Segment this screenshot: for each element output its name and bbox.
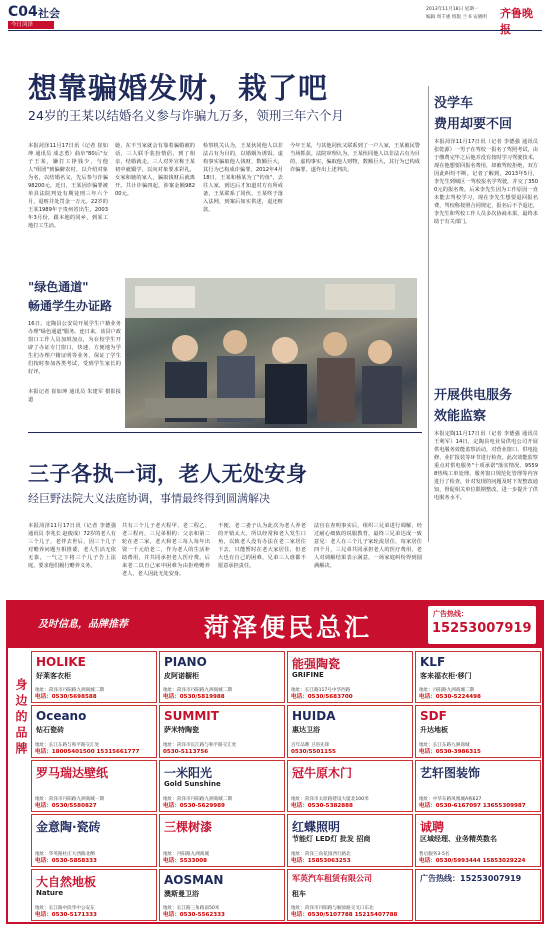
ad-brand: Oceano [36, 709, 87, 724]
sidebar-title-2: 畅通学生办证路 [28, 299, 113, 313]
lead-subhead: 24岁的王某以结婚名义参与诈骗九万多，领刑三年六个月 [28, 108, 344, 123]
ad-subtitle: Gold Sunshine [164, 779, 221, 788]
lead-headline: 想靠骗婚发财，栽了吧 [28, 71, 329, 105]
ad-hotline-label: 广告热线： [433, 610, 468, 618]
ad-phone: 0530-5113756 [163, 748, 209, 755]
ad-cell [287, 705, 413, 757]
date-line: 2013年11月18日 星期一 [426, 7, 479, 12]
ad-address: 地址：丹阳路九洲商城 [163, 851, 209, 857]
ad-phone: 电话：0530-5629989 [163, 803, 225, 810]
ad-address: 地址：华英路杜庄大西路北侧 [35, 851, 95, 857]
ad-phone: 0530/5501155 [291, 748, 336, 755]
ad-address: 地址：菏泽市丹阳路九洲商城二期 [163, 797, 232, 803]
ad-brand: HUIDA [292, 709, 336, 724]
ad-address: 地址：菏泽市丹阳路与解放路交叉口东北 [291, 905, 374, 911]
ad-side-text: 身边的品牌 [14, 678, 28, 758]
lead-col-4: 今年王某，与其他同伙又联系到了一户人家，王某被民警当场抓获。法院审理认为，王某伙同他人以非法占有为目的，虚构事实，骗取他人财物，数额巨大，其行为已构成诈骗罪，遂作出上述判决。 [290, 143, 420, 173]
ad-address: 地址：长江路中段华中公安东 [35, 905, 95, 911]
ad-address: 地址：菏泽市丹阳路九洲商城二期 [163, 688, 232, 694]
ad-brand: 冠牛原木门 [292, 765, 353, 780]
ad-subtitle: 升达地板 [420, 726, 448, 735]
ad-phone: 电话：0530-5858333 [35, 857, 97, 864]
ad-subtitle: 澳斯曼卫浴 [164, 889, 199, 898]
ad-address: 地址：菏泽市太原路建设大厦北100米 [291, 797, 369, 803]
ad-brand: 三棵树漆 [164, 820, 213, 835]
ad-hotline-box [428, 606, 536, 644]
ad-brand: KLF [420, 655, 446, 669]
ad-cell [287, 760, 413, 812]
ad-address: 售后服务3-5名 [419, 851, 450, 857]
ad-cell [415, 814, 541, 866]
ad-brand: 罗马瑞达壁纸 [36, 765, 109, 780]
ad-phone: 电话：0530/5683700 [291, 694, 353, 701]
ad-brand: 广告热线：15253007919 [420, 873, 522, 883]
section-name: 社会 [38, 7, 60, 20]
ad-phone: 电话：0530-5224498 [419, 694, 481, 701]
ad-brand: 能强陶瓷 [292, 657, 341, 671]
ad-brand: HOLIKE [36, 655, 86, 669]
ad-cell [415, 651, 541, 703]
ad-cell [31, 705, 157, 757]
ad-subtitle: 萨米特陶瓷 [164, 726, 199, 735]
ad-phone: 电话：0530/5580827 [35, 803, 97, 810]
lead-rule [28, 432, 422, 433]
second-col-4: 法官在查明事实后，组织三兄弟进行调解，经过耐心细致的说服教育，最终三兄弟达成一致意见：老人在三个儿子家轮流居住，每家居住四个月，三兄弟共同承担老人的医疗费用，老人对调解结果表示满意，一场家庭纠纷得到圆满解决。 [314, 523, 422, 569]
ad-address: 地址：长江东路与和平路交汇处 [35, 742, 100, 748]
ad-brand: 诚聘 [420, 820, 445, 835]
sidebar-title-1: "绿色通道" [28, 280, 89, 294]
ad-phone: 电话：0530/5107788 15215407788 [291, 911, 398, 918]
ad-phone: 电话：0530-3986315 [419, 748, 481, 755]
ad-cell [287, 814, 413, 866]
ad-subtitle: 钻石瓷砖 [36, 726, 64, 735]
ad-cell [31, 760, 157, 812]
ad-phone: 电话：18005401500 15315661777 [35, 748, 140, 755]
right-story-1 [434, 92, 538, 378]
ad-phone: 电话：0530/5819988 [163, 694, 225, 701]
ad-address: 地址：长江东路九洲商城 [419, 742, 470, 748]
ad-cell [415, 705, 541, 757]
ad-cell [159, 705, 285, 757]
ad-address: 地址：菏泽三角花园西行路北 [291, 851, 351, 857]
ad-banner-title: 菏泽便民总汇 [204, 613, 373, 642]
ad-brand: AOSMAN [164, 872, 224, 887]
editor-line: 编辑 周千惠 组版 兰书 安晓明 [426, 15, 487, 20]
lead-col-2: 她，在不当家就会有靠着骗婚被的话，三人联手装扮情侣，到了相亲，结婚就走。三人对外宣称王某初中就辍学，以向对象要求彩礼，女家和她的家人，骗取钱财后就离开。共计诈骗四起，涉案金额98200元。 [115, 143, 195, 197]
ad-brand: 军英汽车租赁有限公司 [292, 873, 372, 883]
ad-brand: 红蝶照明 [292, 820, 341, 835]
ad-subtitle: GRIFINE [292, 671, 324, 679]
right-column-rule [428, 86, 429, 542]
paper-logo: 齐鲁晚报 [500, 7, 533, 36]
second-col-2: 共有三个儿子老大程甲、老二程乙、老三程丙，三兄弟相约：父亲和第二轮在老二家，老大和老三每人每年出资一千元给老二，作为老人的生活补助费用，并共同承担老人医疗费。后来老二以自己家中困难为由拒绝赡养老人，老人因此无处安身。 [122, 523, 210, 577]
masthead-rule [8, 30, 542, 31]
right-body-2: 本报定陶11月17日讯（记者 李德强 通讯员 王利军）14日，定陶县电业局供电公司开展供电服务效能监察活动，对营业窗口、供电抢修、业扩报装等环节进行检查。此次效能监察重点对供电服务"十项承诺"落实情况、95598热线工单处理、服务窗口规范化管理等内容进行了检查，针对发现的问题及时下发整改通知，督促相关单位限期整改，进一步提升了供电服务水平。 [434, 431, 538, 501]
ad-subtitle: 区域经理、业务精英数名 [420, 835, 497, 844]
photo-figures [125, 278, 417, 428]
ad-cell [31, 814, 157, 866]
ad-cell [287, 651, 413, 703]
ad-address: 地址：长江路117号中华西路 [291, 688, 351, 694]
ad-brand: 一米阳光 [164, 765, 213, 780]
right-title-1b: 费用却要不回 [434, 117, 513, 132]
lead-col-1: 本报菏泽11月17日讯（记者 崔如坤 通讯员 成志勇）曲阜"80后"女子王某，嫌打工挣钱少，与他人"组团"到偏僻农村，以介绍对象为名，以结婚名义，先后参与诈骗98200元。近日，王某因诈骗罪被单县法院判处有期徒刑三年六个月，退赃并处罚金一万元。22岁的王某1989年于贵州省出生，2003年3月份，跟本地的同乡，到某工地打工生活。 [28, 143, 108, 229]
sidebar-box [28, 278, 121, 418]
ad-cell [159, 869, 285, 921]
ad-subtitle: 皮阿诺橱柜 [164, 672, 199, 680]
ad-hotline-number: 15253007919 [432, 621, 532, 636]
ad-cell [159, 651, 285, 703]
ad-address: 地址：丹阳路九洲商城二期 [419, 688, 475, 694]
masthead [8, 4, 542, 36]
ad-phone: 电话：0530-5171333 [35, 911, 97, 918]
ad-address: 地址：菏泽市丹阳路九洲商城二期 [35, 688, 104, 694]
second-headline: 三子各执一词，老人无处安身 [28, 462, 308, 486]
ad-address: 地址：菏泽市丹阳路九洲商城一期 [35, 797, 104, 803]
second-subhead: 经巨野法院大义法庭协调，事情最终得到圆满解决 [28, 492, 270, 505]
ad-cell [31, 651, 157, 703]
right-title-2b: 效能监察 [434, 409, 487, 424]
ad-address: 地址：中华东路凤凰城A栋627 [419, 797, 482, 803]
ad-section [6, 600, 544, 924]
ad-brand: SDF [420, 709, 447, 724]
ad-phone: 电话：0530/5993444 15853029224 [419, 857, 526, 864]
ad-address: 百年品牌 卫浴先锋 [291, 742, 330, 748]
ad-cell [415, 760, 541, 812]
lead-col-3: 检察机关认为，王某伙同他人以非法占有为目的，以婚姻为诱饵，虚构事实骗取他人钱财，数额巨大，其行为已构成诈骗罪。2012年4月18日，王某和杨某为了"钓鱼"，去往人家，到达后才知道对方有所戒备，王某联系了同伙。王某终于落入法网，到案后如实供述，退还赃款。 [203, 143, 283, 213]
ad-phone: 电话：5533008 [163, 857, 208, 864]
ad-address: 地址：长江路三角路南50米 [163, 905, 220, 911]
sub-section-tag [8, 21, 54, 29]
right-story-2 [434, 384, 538, 548]
ad-cell [159, 760, 285, 812]
ad-cell [31, 869, 157, 921]
ad-phone: 电话：0530-5562333 [163, 911, 225, 918]
ad-subtitle: Nature [36, 888, 64, 897]
ad-side-label [8, 648, 30, 922]
second-col-1: 本报菏泽11月17日讯（记者 李德强 通讯员 李兆长 赵俊成）72岁的老人有三个儿子，老伴去世后，因三个儿子对赡养问题互相推诿，老人生活无依无靠，一气之下将三个儿子告上法庭，要求他们履行赡养义务。 [28, 523, 116, 569]
ad-subtitle: 节能灯 LED灯 批发 招商 [292, 835, 371, 844]
sidebar-body: 16日，定陶县公安局开展学生户籍业务办理"绿色通道"服务。连日来，该县户政窗口工作人员加班加点，为在校学生开辟了办证专门窗口，快速、方便地为学生们办理户籍证明等业务，保证了学生们按时参加各类考试，受到学生家长的好评。 [28, 321, 121, 375]
right-body-1: 本报菏泽11月17日讯（记者 李德强 通讯员 张乾源）一男子在驾校一报名了驾照考试，由于缴费完毕之后他并没有按时学习驾驶技术，现在他想要回报名费用，却被驾校拒绝，双方因此纠纷不断。记者了解到，2013年5月，李先生到城区一驾校报名学驾驶，并交了3500元的报名费。后来李先生因为工作原因一直未能去驾校学习，现在李先生想要退回报名费，驾校称按照合同规定，报名后不予退还。李先生和驾校工作人员多次协商未果，最终求助于有关部门。 [434, 139, 538, 225]
ad-brand: 大自然地板 [36, 874, 97, 889]
ad-phone: 电话：0530-5382888 [291, 803, 353, 810]
ad-brand: PIANO [164, 655, 207, 669]
ad-subtitle: 租车 [292, 889, 306, 898]
ad-phone: 电话：0530-6167097 13655309987 [419, 803, 526, 810]
ad-address: 地址：菏泽市长江路与和平路交汇处 [163, 742, 237, 748]
ad-subtitle: 惠达卫浴 [292, 726, 320, 735]
ad-grid [30, 650, 542, 922]
ad-cell [287, 869, 413, 921]
ad-subtitle: 好莱客衣柜 [36, 672, 71, 680]
ad-subtitle: 客来福衣柜·移门 [420, 672, 472, 680]
ad-phone: 电话：15853063253 [291, 857, 351, 864]
right-title-2a: 开展供电服务 [434, 388, 513, 403]
ad-phone: 电话：0530/5698588 [35, 694, 97, 701]
ad-cell [159, 814, 285, 866]
ad-brand: 金意陶·瓷砖 [36, 820, 101, 835]
ad-cell [415, 869, 541, 921]
ad-banner [8, 602, 542, 648]
sub-section-label: 今日菏泽 [11, 22, 34, 28]
second-col-3: 不便，老二妻子认为此次为老人养老的开销太大，所以经常和老人发生口角，以致老人没有办法在老二家居住下去，只能暂时在老大家居住，但老大也有自己的困难，兄弟三人谁都不愿意承担责任。 [218, 523, 306, 569]
lead-photo [125, 278, 417, 428]
ad-slogan: 及时信息，品牌推荐 [38, 619, 128, 630]
page-code: C04 [8, 4, 38, 20]
ad-brand: 艺轩图装饰 [420, 765, 481, 780]
sidebar-credit: 本报记者 崔如坤 通讯员 朱建军 摄影报道 [28, 389, 121, 403]
ad-brand: SUMMIT [164, 709, 219, 724]
right-title-1a: 没学车 [434, 96, 474, 111]
